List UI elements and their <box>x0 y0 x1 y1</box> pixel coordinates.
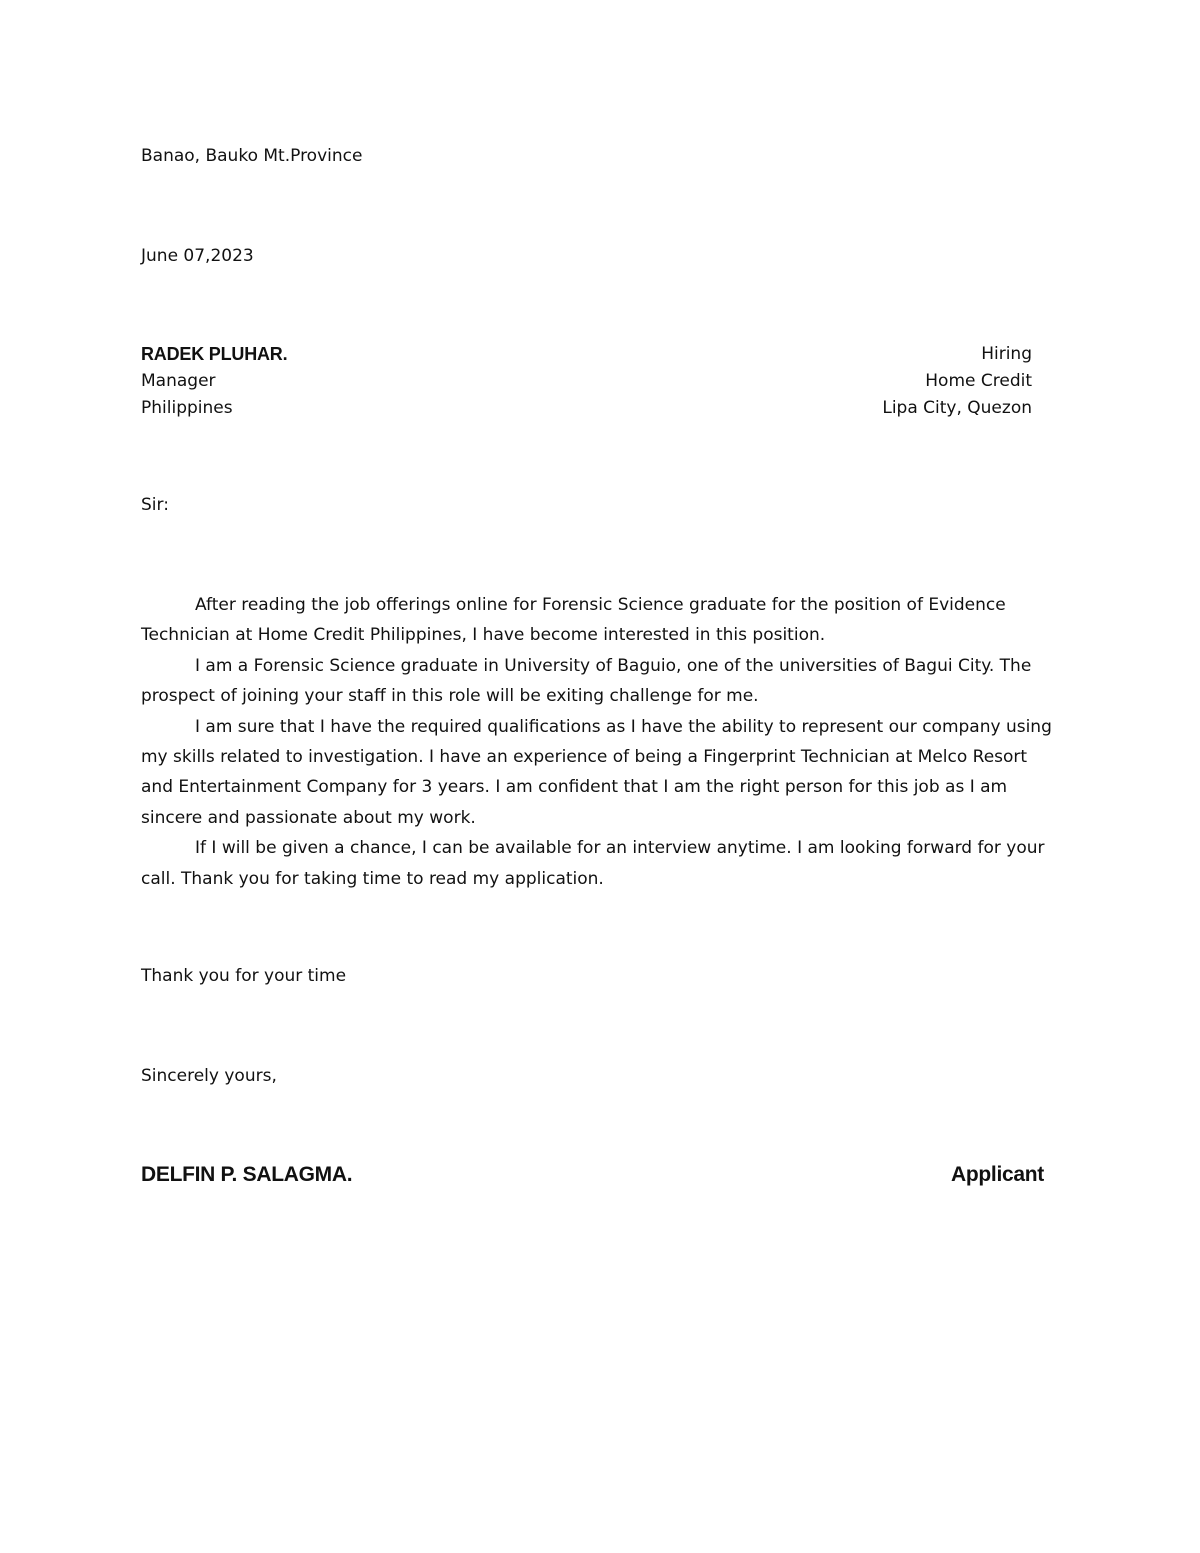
sender-address: Banao, Bauko Mt.Province <box>141 146 363 166</box>
recipient-location: Philippines <box>141 398 233 418</box>
thanks-line: Thank you for your time <box>141 966 347 986</box>
letter-date: June 07,2023 <box>141 246 254 266</box>
body-paragraph-2: I am a Forensic Science graduate in University of Baguio, one of the universities of Bagui City. The prospect of joining your staff in this role will be exiting challenge for me. <box>141 655 1032 707</box>
salutation: Sir: <box>141 495 169 515</box>
letter-body <box>141 590 1061 894</box>
recipient-right-line3: Lipa City, Quezon <box>882 398 1032 418</box>
body-paragraph-3: I am sure that I have the required qualifications as I have the ability to represent our company using my skills related to investigation. I have an experience of being a Fingerprint Technician at Melco Resort and Entertainment Company for 3 years. I am confident that I am the right person for this job as I am sincere and passionate about my work. <box>141 716 1052 828</box>
recipient-right-line1: Hiring <box>981 344 1032 364</box>
closing-line: Sincerely yours, <box>141 1066 277 1086</box>
signature-role: Applicant <box>951 1163 1044 1186</box>
signature-name: DELFIN P. SALAGMA. <box>141 1163 353 1186</box>
recipient-name: RADEK PLUHAR. <box>141 344 288 364</box>
body-paragraph-1: After reading the job offerings online for Forensic Science graduate for the position of Evidence Technician at Home Credit Philippines, I have become interested in this position. <box>141 595 1006 646</box>
recipient-right-line2: Home Credit <box>925 371 1032 391</box>
body-paragraph-4: If I will be given a chance, I can be available for an interview anytime. I am looking forward for your call. Thank you for taking time to read my application. <box>141 838 1045 889</box>
recipient-title: Manager <box>141 371 216 391</box>
